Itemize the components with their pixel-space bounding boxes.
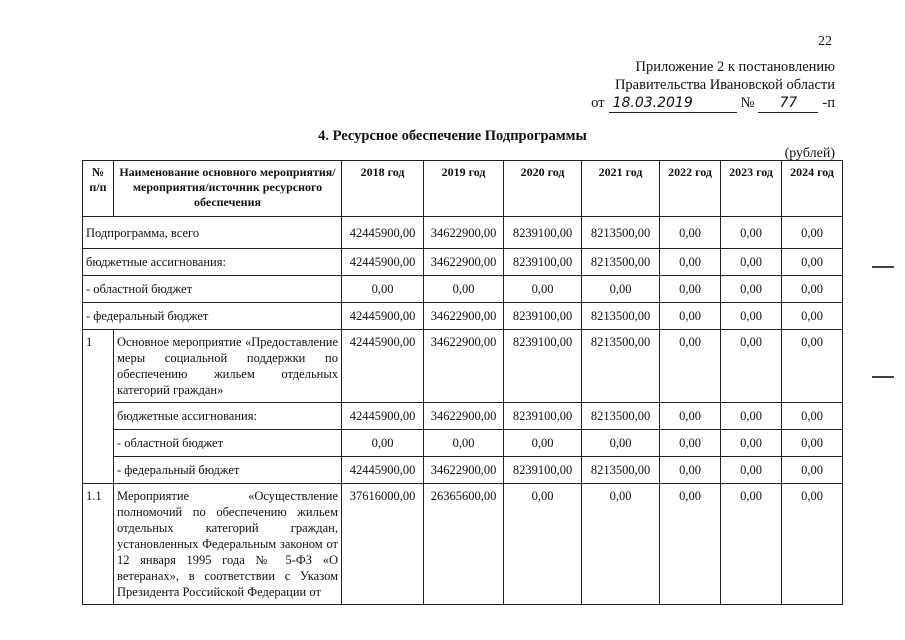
- value-cell: 8239100,00: [504, 217, 582, 249]
- value-cell: 42445900,00: [342, 403, 424, 430]
- value-cell: 8239100,00: [504, 403, 582, 430]
- value-cell: 0,00: [582, 430, 660, 457]
- value-cell: 8213500,00: [582, 217, 660, 249]
- value-cell: 34622900,00: [424, 217, 504, 249]
- value-cell: 34622900,00: [424, 457, 504, 484]
- value-cell: 8213500,00: [582, 303, 660, 330]
- header-year: 2022 год: [660, 161, 721, 217]
- appendix-date-line: [591, 94, 835, 113]
- table-row: [83, 249, 843, 276]
- value-cell: 42445900,00: [342, 330, 424, 403]
- header-name: Наименование основного мероприятия/мероприятия/источник ресурсного обеспечения: [114, 161, 342, 217]
- header-year: 2024 год: [782, 161, 843, 217]
- value-cell: 0,00: [721, 430, 782, 457]
- value-cell: 0,00: [424, 430, 504, 457]
- scan-mark: [872, 266, 894, 268]
- appendix-header: [591, 58, 835, 113]
- table-row: [83, 430, 843, 457]
- row-label: бюджетные ассигнования:: [114, 403, 342, 430]
- value-cell: 0,00: [660, 249, 721, 276]
- header-year: 2020 год: [504, 161, 582, 217]
- value-cell: 26365600,00: [424, 484, 504, 605]
- value-cell: 0,00: [721, 217, 782, 249]
- value-cell: 34622900,00: [424, 303, 504, 330]
- number-suffix: -п: [822, 95, 835, 111]
- header-year: 2018 год: [342, 161, 424, 217]
- value-cell: 0,00: [504, 484, 582, 605]
- value-cell: 42445900,00: [342, 217, 424, 249]
- row-label: - федеральный бюджет: [83, 303, 342, 330]
- value-cell: 0,00: [660, 457, 721, 484]
- value-cell: 0,00: [721, 330, 782, 403]
- value-cell: 0,00: [342, 430, 424, 457]
- appendix-line-1: Приложение 2 к постановлению: [635, 59, 835, 75]
- value-cell: 0,00: [782, 484, 843, 605]
- value-cell: 0,00: [721, 484, 782, 605]
- value-cell: 0,00: [582, 484, 660, 605]
- value-cell: 42445900,00: [342, 457, 424, 484]
- value-cell: 0,00: [424, 276, 504, 303]
- page-number: 22: [818, 34, 832, 49]
- value-cell: 0,00: [782, 457, 843, 484]
- section-title: 4. Ресурсное обеспечение Подпрограммы: [318, 128, 587, 144]
- row-label: бюджетные ассигнования:: [83, 249, 342, 276]
- main-activity-row: [83, 330, 843, 403]
- value-cell: 0,00: [660, 217, 721, 249]
- handwritten-date: 18.03.2019: [609, 94, 737, 113]
- scan-mark: [872, 376, 894, 378]
- table-row: [83, 276, 843, 303]
- resource-table: [82, 160, 843, 605]
- value-cell: 0,00: [504, 430, 582, 457]
- table-header-row: [83, 161, 843, 217]
- activity-1-1-row: [83, 484, 843, 605]
- table-row: [83, 303, 843, 330]
- appendix-line-2: Правительства Ивановской области: [614, 77, 835, 93]
- value-cell: 37616000,00: [342, 484, 424, 605]
- header-year: 2019 год: [424, 161, 504, 217]
- value-cell: 8213500,00: [582, 330, 660, 403]
- value-cell: 0,00: [660, 403, 721, 430]
- value-cell: 0,00: [782, 249, 843, 276]
- row-label: Подпрограмма, всего: [83, 217, 342, 249]
- value-cell: 0,00: [504, 276, 582, 303]
- header-no: № п/п: [83, 161, 114, 217]
- value-cell: 0,00: [660, 276, 721, 303]
- value-cell: 0,00: [660, 303, 721, 330]
- value-cell: 8213500,00: [582, 457, 660, 484]
- value-cell: 0,00: [721, 276, 782, 303]
- value-cell: 34622900,00: [424, 403, 504, 430]
- value-cell: 8239100,00: [504, 303, 582, 330]
- number-label: №: [740, 95, 755, 111]
- row-label: - областной бюджет: [83, 276, 342, 303]
- main-activity-label: Основное мероприятие «Предоставление меры социальной поддержки по обеспечению жильем отдельных категорий граждан»: [114, 330, 342, 403]
- header-year: 2023 год: [721, 161, 782, 217]
- units-label: (рублей): [784, 146, 835, 161]
- value-cell: 0,00: [782, 303, 843, 330]
- value-cell: 8239100,00: [504, 249, 582, 276]
- row-label: - областной бюджет: [114, 430, 342, 457]
- activity-1-1-label: Мероприятие «Осуществление полномочий по обеспечению жильем отдельных категорий граждан, установленных Федеральным законом от 12 января 1995 года № 5-ФЗ «О ветеранах», в соответствии с Указом Президента Российской Федерации от: [114, 484, 342, 605]
- value-cell: 0,00: [342, 276, 424, 303]
- value-cell: 0,00: [782, 403, 843, 430]
- value-cell: 0,00: [660, 484, 721, 605]
- row-label: - федеральный бюджет: [114, 457, 342, 484]
- table-row: [83, 217, 843, 249]
- value-cell: 42445900,00: [342, 303, 424, 330]
- value-cell: 34622900,00: [424, 330, 504, 403]
- value-cell: 0,00: [721, 303, 782, 330]
- row-number: 1: [83, 330, 114, 484]
- value-cell: 42445900,00: [342, 249, 424, 276]
- value-cell: 8213500,00: [582, 403, 660, 430]
- value-cell: 0,00: [782, 430, 843, 457]
- value-cell: 8213500,00: [582, 249, 660, 276]
- value-cell: 0,00: [660, 430, 721, 457]
- value-cell: 0,00: [782, 276, 843, 303]
- value-cell: 0,00: [660, 330, 721, 403]
- table-row: [83, 403, 843, 430]
- value-cell: 0,00: [721, 403, 782, 430]
- from-label: от: [591, 95, 605, 111]
- value-cell: 8239100,00: [504, 330, 582, 403]
- value-cell: 0,00: [721, 457, 782, 484]
- handwritten-number: 77: [758, 94, 818, 113]
- header-year: 2021 год: [582, 161, 660, 217]
- value-cell: 34622900,00: [424, 249, 504, 276]
- table-row: [83, 457, 843, 484]
- row-number: 1.1: [83, 484, 114, 605]
- value-cell: 0,00: [782, 217, 843, 249]
- value-cell: 0,00: [782, 330, 843, 403]
- value-cell: 8239100,00: [504, 457, 582, 484]
- value-cell: 0,00: [721, 249, 782, 276]
- value-cell: 0,00: [582, 276, 660, 303]
